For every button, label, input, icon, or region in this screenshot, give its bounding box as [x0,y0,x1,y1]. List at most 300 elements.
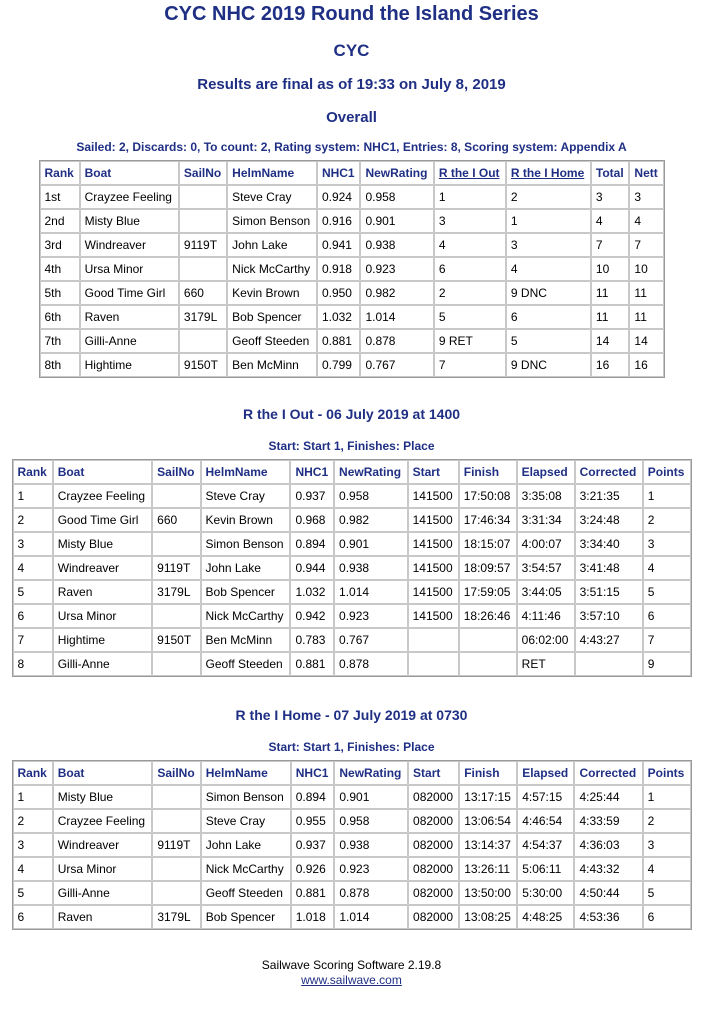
table-row [13,580,691,604]
table-cell: 5th [40,281,80,305]
table-row [13,881,691,905]
table-cell: 0.958 [334,484,408,508]
table-cell: 2 [506,185,591,209]
table-cell: 9119T [152,556,200,580]
table-cell: 4:53:36 [574,905,642,929]
table-row [13,604,691,628]
col-boat: Boat [80,161,179,185]
table-row [40,305,664,329]
table-cell: Misty Blue [80,209,179,233]
col-elapsed: Elapsed [517,761,574,785]
table-cell [152,532,200,556]
table-cell: 1.014 [360,305,433,329]
table-cell: 141500 [408,556,459,580]
table-cell: Raven [80,305,179,329]
table-cell: 0.878 [334,881,408,905]
table-cell: 1 [13,785,53,809]
table-cell: 4 [434,233,506,257]
table-cell: 0.938 [334,833,408,857]
table-cell: 0.783 [290,628,334,652]
table-cell: 0.878 [334,652,408,676]
table-row [13,508,691,532]
table-cell: 0.881 [291,881,335,905]
table-cell: John Lake [201,556,291,580]
col-rank: Rank [13,761,53,785]
table-cell: 11 [629,281,663,305]
col-corrected: Corrected [575,460,643,484]
race-link-r-the-i-home[interactable]: R the I Home [506,161,591,185]
table-row [40,329,664,353]
table-cell: 4th [40,257,80,281]
table-cell: 1.014 [334,905,408,929]
table-cell: 3:21:35 [575,484,643,508]
table-cell: 11 [629,305,663,329]
table-cell: 5 [643,881,691,905]
table-cell: 9150T [179,353,227,377]
table-cell: 17:46:34 [459,508,517,532]
table-cell: 141500 [408,484,459,508]
table-cell: 6 [643,604,691,628]
table-cell: Bob Spencer [201,905,291,929]
table-cell: 3:54:57 [517,556,575,580]
col-sailno: SailNo [152,761,200,785]
table-cell: 3:44:05 [517,580,575,604]
table-cell: 6 [643,905,691,929]
table-cell: 3rd [40,233,80,257]
table-cell: Good Time Girl [80,281,179,305]
table-cell: 14 [591,329,630,353]
race-link-r-the-i-out[interactable]: R the I Out [434,161,506,185]
table-cell: 18:26:46 [459,604,517,628]
table-cell [152,857,200,881]
table-cell: 0.894 [290,532,334,556]
table-cell: 3179L [152,580,200,604]
table-row [13,532,691,556]
table-cell: 3 [13,532,53,556]
table-cell [152,785,200,809]
race2-header-row [13,761,691,785]
table-cell: 16 [629,353,663,377]
table-row [13,809,691,833]
overall-heading: Overall [326,109,377,126]
table-cell: 082000 [408,785,459,809]
race2-title: R the I Home - 07 July 2019 at 0730 [235,707,468,723]
table-cell: 10 [629,257,663,281]
table-cell [408,628,459,652]
table-cell: 0.901 [334,532,408,556]
table-cell: 0.950 [317,281,361,305]
table-cell: 3179L [179,305,227,329]
table-cell: 6 [13,905,53,929]
table-cell: 4 [643,556,691,580]
table-cell: 9 DNC [506,281,591,305]
col-sailno: SailNo [152,460,200,484]
table-cell: 13:26:11 [459,857,517,881]
table-cell: 1 [643,785,691,809]
race2-caption: Start: Start 1, Finishes: Place [268,740,435,754]
table-cell: 13:14:37 [459,833,517,857]
table-cell: 4:33:59 [574,809,642,833]
table-cell [408,652,459,676]
table-cell: Raven [53,580,152,604]
table-cell: 4:11:46 [517,604,575,628]
table-cell: 0.923 [334,857,408,881]
table-cell: Misty Blue [53,785,153,809]
table-cell: 7 [643,628,691,652]
table-cell: Ben McMinn [201,628,291,652]
table-row [40,281,664,305]
table-cell: 2 [643,508,691,532]
col-start: Start [408,761,459,785]
table-cell: 0.918 [317,257,361,281]
col-nhc1: NHC1 [317,161,361,185]
table-cell: 5 [13,580,53,604]
table-cell: 9 DNC [506,353,591,377]
table-cell [152,809,200,833]
table-cell: Misty Blue [53,532,152,556]
table-cell: 18:09:57 [459,556,517,580]
race1-title: R the I Out - 06 July 2019 at 1400 [242,406,461,422]
table-cell: 8th [40,353,80,377]
table-cell: 660 [152,508,200,532]
table-cell: 3:51:15 [575,580,643,604]
table-cell: 141500 [408,508,459,532]
table-cell: Nick McCarthy [201,604,291,628]
table-cell: 5:30:00 [517,881,574,905]
table-cell: 3 [591,185,630,209]
col-boat: Boat [53,460,152,484]
table-cell: 0.767 [360,353,433,377]
race1-header-row [13,460,691,484]
col-points: Points [643,460,691,484]
table-cell: Geoff Steeden [201,881,291,905]
table-cell: 9119T [152,833,200,857]
table-cell: 4 [13,556,53,580]
table-cell: 082000 [408,857,459,881]
table-cell [459,652,517,676]
table-cell: Ursa Minor [53,604,152,628]
table-cell: 2 [643,809,691,833]
table-cell: 17:59:05 [459,580,517,604]
table-cell: 4 [506,257,591,281]
table-cell: 1 [506,209,591,233]
table-cell: Steve Cray [201,484,291,508]
table-cell: 9 [643,652,691,676]
table-row [40,233,664,257]
table-cell: 1st [40,185,80,209]
table-cell: 3:57:10 [575,604,643,628]
table-row [13,652,691,676]
table-cell: Windreaver [80,233,179,257]
col-rank: Rank [40,161,80,185]
table-cell: 0.923 [334,604,408,628]
table-cell: 3:35:08 [517,484,575,508]
table-cell: 0.937 [291,833,335,857]
table-row [13,857,691,881]
table-cell: 13:06:54 [459,809,517,833]
table-cell: 0.938 [334,556,408,580]
table-cell: 3:31:34 [517,508,575,532]
table-cell: 4:57:15 [517,785,574,809]
race1-caption: Start: Start 1, Finishes: Place [268,439,435,453]
table-cell: 0.968 [290,508,334,532]
table-cell: 6th [40,305,80,329]
table-cell: 1 [643,484,691,508]
table-cell: 9150T [152,628,200,652]
table-cell: 082000 [408,881,459,905]
col-helmname: HelmName [201,761,291,785]
table-cell: Crayzee Feeling [80,185,179,209]
col-helmname: HelmName [227,161,317,185]
table-cell: 0.901 [334,785,408,809]
col-start: Start [408,460,459,484]
col-rank: Rank [13,460,53,484]
table-cell [179,257,227,281]
table-cell: 4 [13,857,53,881]
table-cell: 13:50:00 [459,881,517,905]
table-cell: 2 [13,809,53,833]
table-cell: 4:43:27 [575,628,643,652]
table-cell: 660 [179,281,227,305]
table-cell: 0.941 [317,233,361,257]
table-cell: Windreaver [53,556,152,580]
table-cell: 17:50:08 [459,484,517,508]
table-cell: 1.018 [291,905,335,929]
table-row [13,785,691,809]
col-elapsed: Elapsed [517,460,575,484]
software-credit: Sailwave Scoring Software 2.19.8 [261,958,442,972]
table-cell: 0.958 [334,809,408,833]
table-row [13,833,691,857]
table-cell: 16 [591,353,630,377]
table-cell: 0.916 [317,209,361,233]
overall-header-row [40,161,664,185]
table-row [13,484,691,508]
table-cell: 082000 [408,809,459,833]
table-cell: 4:46:54 [517,809,574,833]
table-cell: 0.881 [290,652,334,676]
table-cell [152,881,200,905]
page-title: CYC NHC 2019 Round the Island Series [164,3,539,25]
table-cell: Ursa Minor [53,857,153,881]
table-cell: 13:17:15 [459,785,517,809]
table-cell: 7 [434,353,506,377]
table-cell: Hightime [53,628,152,652]
table-cell [459,628,517,652]
col-total: Total [591,161,630,185]
table-cell: Good Time Girl [53,508,152,532]
table-cell: 0.955 [291,809,335,833]
col-boat: Boat [53,761,153,785]
table-cell: 3 [13,833,53,857]
table-cell: Ben McMinn [227,353,317,377]
table-row [40,209,664,233]
table-cell: 7 [13,628,53,652]
table-cell: 5 [506,329,591,353]
table-cell: 3 [434,209,506,233]
table-cell [179,209,227,233]
col-points: Points [643,761,691,785]
table-cell: 4:25:44 [574,785,642,809]
table-cell: Kevin Brown [227,281,317,305]
table-cell: 5 [643,580,691,604]
col-nhc1: NHC1 [290,460,334,484]
table-cell: Raven [53,905,153,929]
table-cell: RET [517,652,575,676]
table-row [13,905,691,929]
table-cell: 3:41:48 [575,556,643,580]
table-cell: 3:24:48 [575,508,643,532]
table-cell: 0.881 [317,329,361,353]
table-cell: 0.926 [291,857,335,881]
table-cell: Bob Spencer [201,580,291,604]
table-cell: 1 [434,185,506,209]
table-cell: 4:54:37 [517,833,574,857]
col-sailno: SailNo [179,161,227,185]
table-cell [152,652,200,676]
race2-table [12,760,692,930]
table-cell: Ursa Minor [80,257,179,281]
table-cell: 4 [591,209,630,233]
table-cell: 6 [434,257,506,281]
table-cell: 10 [591,257,630,281]
table-cell: Windreaver [53,833,153,857]
table-cell: John Lake [201,833,291,857]
table-cell: 0.923 [360,257,433,281]
table-cell: 3179L [152,905,200,929]
table-cell: 2 [434,281,506,305]
table-cell: 0.944 [290,556,334,580]
table-cell: 4:36:03 [574,833,642,857]
table-cell: 6 [506,305,591,329]
table-cell: Gilli-Anne [53,652,152,676]
col-nhc1: NHC1 [291,761,335,785]
table-cell: 5 [13,881,53,905]
table-cell: 141500 [408,580,459,604]
table-cell: 0.937 [290,484,334,508]
table-cell: 0.942 [290,604,334,628]
table-cell: Gilli-Anne [53,881,153,905]
table-cell: 0.799 [317,353,361,377]
table-cell: 0.924 [317,185,361,209]
table-cell [179,185,227,209]
table-cell: Steve Cray [227,185,317,209]
table-cell: Kevin Brown [201,508,291,532]
table-cell: 082000 [408,905,459,929]
col-corrected: Corrected [574,761,642,785]
table-row [40,257,664,281]
table-cell: 3 [629,185,663,209]
table-cell: 1 [13,484,53,508]
club-name: CYC [333,41,370,60]
overall-caption: Sailed: 2, Discards: 0, To count: 2, Rating system: NHC1, Entries: 8, Scoring system: Appendix A [76,140,627,154]
table-cell: Nick McCarthy [201,857,291,881]
table-cell: 1.032 [317,305,361,329]
table-cell: Geoff Steeden [227,329,317,353]
table-cell: Hightime [80,353,179,377]
table-cell: 9 RET [434,329,506,353]
col-finish: Finish [459,761,517,785]
table-cell: 0.901 [360,209,433,233]
table-cell: Gilli-Anne [80,329,179,353]
table-cell: Geoff Steeden [201,652,291,676]
table-cell: Simon Benson [201,532,291,556]
col-newrating: NewRating [360,161,433,185]
table-cell: 4:48:25 [517,905,574,929]
col-finish: Finish [459,460,517,484]
table-cell: 2nd [40,209,80,233]
table-cell: 11 [591,305,630,329]
table-cell: Crayzee Feeling [53,484,152,508]
table-cell: Simon Benson [201,785,291,809]
results-status: Results are final as of 19:33 on July 8, 2019 [197,76,506,93]
table-row [13,556,691,580]
col-helmname: HelmName [201,460,291,484]
table-cell: 0.767 [334,628,408,652]
table-cell: 18:15:07 [459,532,517,556]
table-cell: 5 [434,305,506,329]
table-row [13,628,691,652]
table-cell: 4:43:32 [574,857,642,881]
overall-table [39,160,665,378]
table-cell: 3 [643,532,691,556]
table-cell: 3 [506,233,591,257]
table-cell: John Lake [227,233,317,257]
table-cell: 9119T [179,233,227,257]
table-cell: 4:50:44 [574,881,642,905]
race1-table [12,459,692,677]
table-cell: 2 [13,508,53,532]
table-cell: 6 [13,604,53,628]
table-cell: 13:08:25 [459,905,517,929]
table-cell: 4:00:07 [517,532,575,556]
table-cell: Nick McCarthy [227,257,317,281]
table-cell: 1.032 [290,580,334,604]
table-cell: 0.982 [360,281,433,305]
table-cell: 0.894 [291,785,335,809]
table-cell: 8 [13,652,53,676]
table-cell: Bob Spencer [227,305,317,329]
table-cell: 7 [629,233,663,257]
table-cell: 141500 [408,604,459,628]
table-cell: 3:34:40 [575,532,643,556]
table-cell: 141500 [408,532,459,556]
table-cell: 7 [591,233,630,257]
table-cell: 06:02:00 [517,628,575,652]
table-cell: 1.014 [334,580,408,604]
table-cell: 0.982 [334,508,408,532]
table-cell: 4 [629,209,663,233]
table-cell: Simon Benson [227,209,317,233]
table-row [40,353,664,377]
col-nett: Nett [629,161,663,185]
table-cell: 3 [643,833,691,857]
table-cell [179,329,227,353]
table-cell: 0.878 [360,329,433,353]
table-cell: 5:06:11 [517,857,574,881]
col-newrating: NewRating [334,460,408,484]
table-cell [575,652,643,676]
table-cell: 0.958 [360,185,433,209]
sailwave-link[interactable]: www.sailwave.com [301,973,402,987]
table-cell [152,604,200,628]
col-newrating: NewRating [334,761,408,785]
table-cell: 082000 [408,833,459,857]
table-cell: 11 [591,281,630,305]
table-cell: 0.938 [360,233,433,257]
table-cell: 4 [643,857,691,881]
table-cell: 7th [40,329,80,353]
